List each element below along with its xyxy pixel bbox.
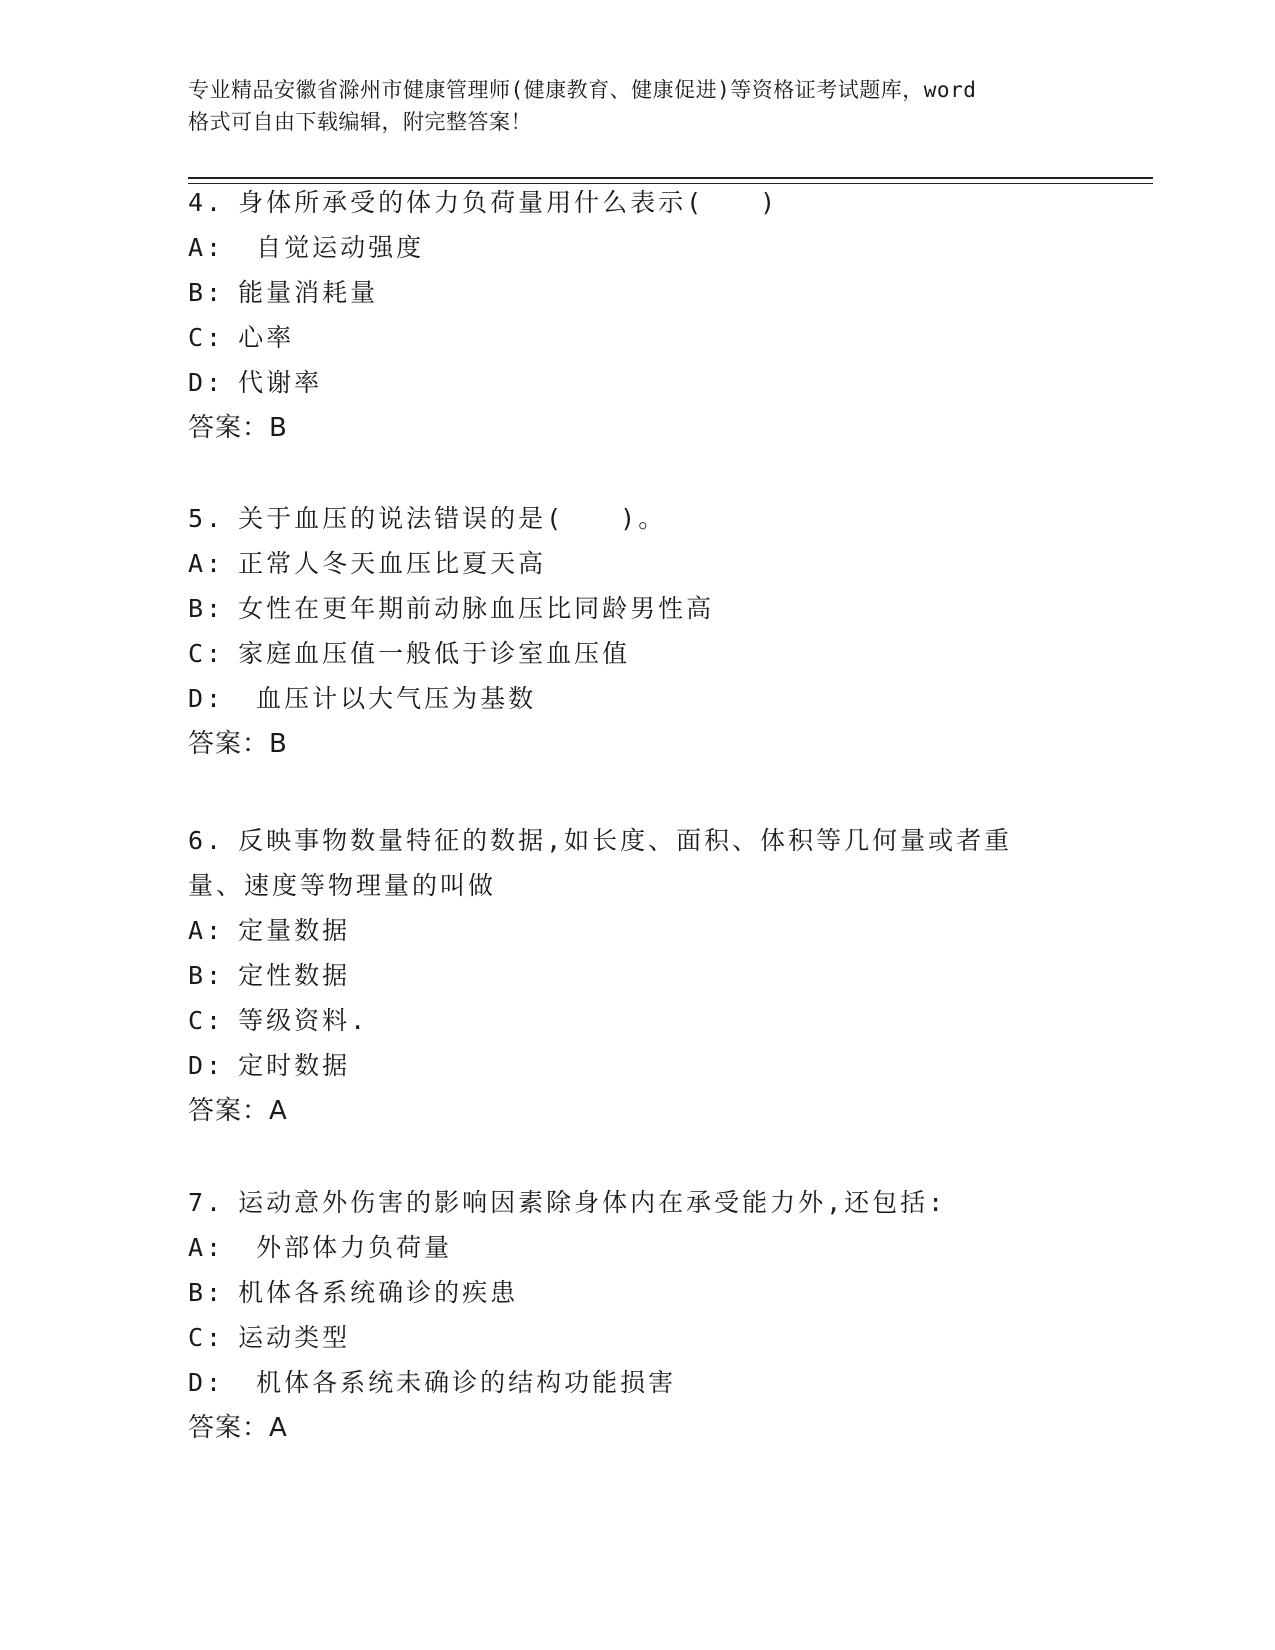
question-stem xyxy=(188,496,1088,541)
question-number: 5. xyxy=(188,504,225,533)
option-c: C: 家庭血压值一般低于诊室血压值 xyxy=(188,639,631,668)
answer-line xyxy=(188,721,1088,767)
option-a: A: 正常人冬天血压比夏天高 xyxy=(188,549,547,578)
question-text: 运动意外伤害的影响因素除身体内在承受能力外,还包括: xyxy=(238,1188,947,1217)
option-b: B: 定性数据 xyxy=(188,961,351,990)
option-c: C: 等级资料. xyxy=(188,1006,369,1035)
answer-label: 答案： xyxy=(188,1413,270,1443)
answer-label: 答案： xyxy=(188,729,270,759)
answer-value: A xyxy=(269,1096,288,1126)
question-7 xyxy=(188,1180,1088,1451)
answer-line xyxy=(188,1088,1088,1134)
answer-label: 答案： xyxy=(188,1096,270,1126)
question-text: 反映事物数量特征的数据,如长度、面积、体积等几何量或者重量、速度等物理量的叫做 xyxy=(188,826,1013,900)
option-d: D: 机体各系统未确诊的结构功能损害 xyxy=(188,1368,677,1397)
answer-value: B xyxy=(269,729,288,759)
option-d: D: 血压计以大气压为基数 xyxy=(188,684,537,713)
option-a: A: 自觉运动强度 xyxy=(188,233,425,262)
answer-line xyxy=(188,1405,1088,1451)
question-text: 关于血压的说法错误的是( )。 xyxy=(238,504,667,533)
question-4 xyxy=(188,180,1088,451)
question-5 xyxy=(188,496,1088,767)
option-b: B: 女性在更年期前动脉血压比同龄男性高 xyxy=(188,594,715,623)
question-text: 身体所承受的体力负荷量用什么表示( ) xyxy=(238,188,779,217)
option-c: C: 运动类型 xyxy=(188,1323,351,1352)
question-6 xyxy=(188,818,1088,1134)
option-d: D: 代谢率 xyxy=(188,368,323,397)
option-c: C: 心率 xyxy=(188,323,295,352)
option-d: D: 定时数据 xyxy=(188,1051,351,1080)
question-number: 6. xyxy=(188,826,225,855)
question-number: 4. xyxy=(188,188,225,217)
question-number: 7. xyxy=(188,1188,225,1217)
option-b: B: 能量消耗量 xyxy=(188,278,379,307)
question-stem xyxy=(188,1180,1088,1225)
option-a: A: 外部体力负荷量 xyxy=(188,1233,453,1262)
option-b: B: 机体各系统确诊的疾患 xyxy=(188,1278,519,1307)
header-line-2: 格式可自由下载编辑，附完整答案！ xyxy=(188,110,532,134)
document-header xyxy=(188,74,1088,138)
answer-value: B xyxy=(269,413,288,443)
header-line-1: 专业精品安徽省滁州市健康管理师(健康教育、健康促进)等资格证考试题库，word xyxy=(188,78,977,102)
answer-line xyxy=(188,405,1088,451)
header-divider-thick xyxy=(188,177,1153,179)
answer-value: A xyxy=(269,1413,288,1443)
option-a: A: 定量数据 xyxy=(188,916,351,945)
question-stem xyxy=(188,818,1068,908)
question-stem xyxy=(188,180,1088,225)
answer-label: 答案： xyxy=(188,413,270,443)
